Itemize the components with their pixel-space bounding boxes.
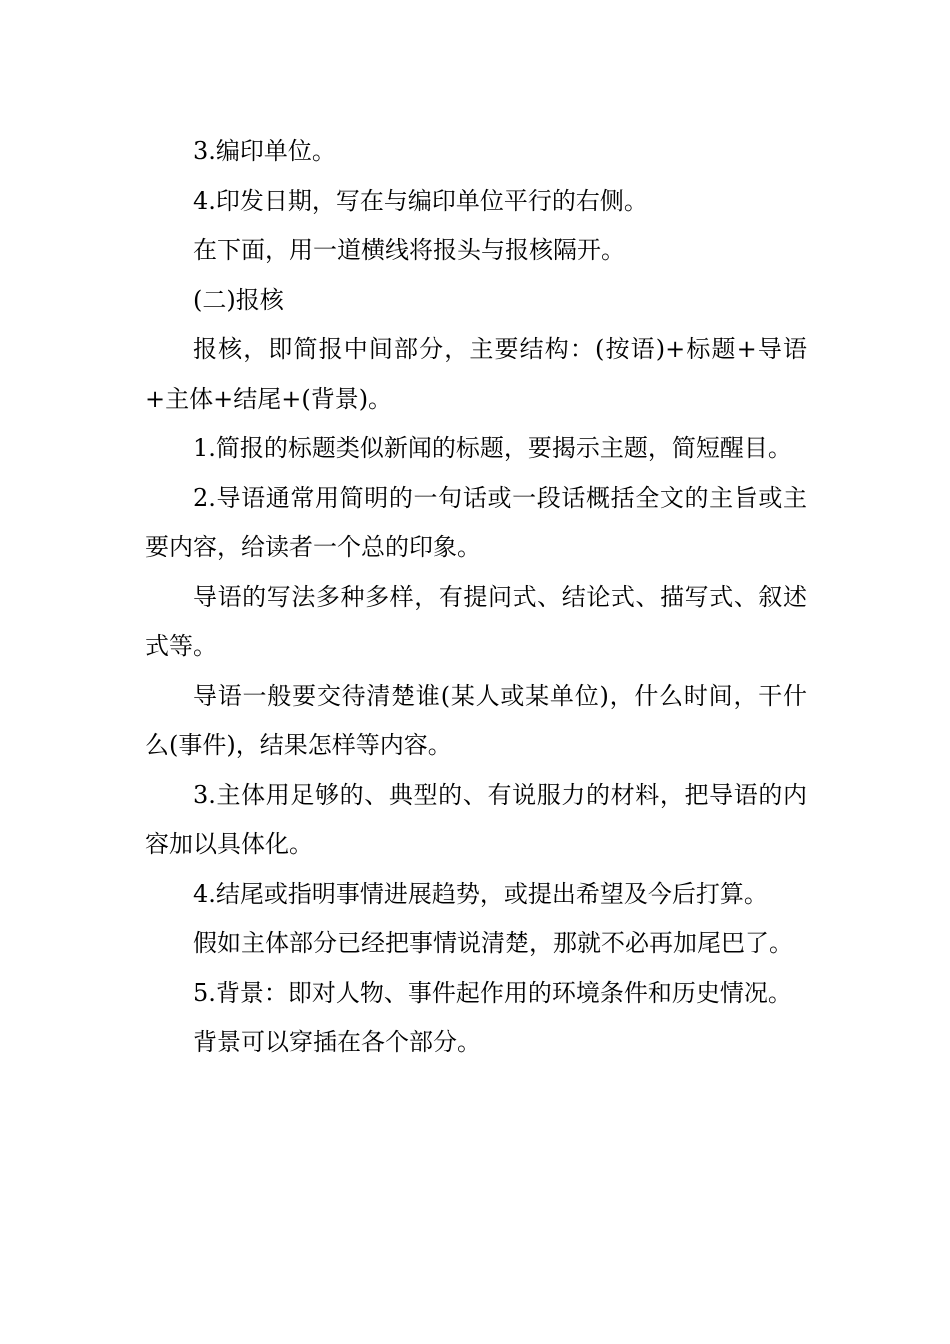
paragraph-lead-styles: 导语的写法多种多样，有提问式、结论式、描写式、叙述式等。: [145, 582, 807, 660]
paragraph-item-4-issue-date: 4.印发日期，写在与编印单位平行的右侧。: [193, 186, 648, 215]
paragraph-item-4-ending: 4.结尾或指明事情进展趋势，或提出希望及今后打算。: [193, 879, 768, 908]
paragraph-item-5-background: 5.背景：即对人物、事件起作用的环境条件和历史情况。: [193, 978, 792, 1007]
paragraph-separator-line-note: 在下面，用一道横线将报头与报核隔开。: [193, 236, 625, 264]
section-heading-bao-he: (二)报核: [193, 285, 284, 314]
paragraph-item-1-title: 1.简报的标题类似新闻的标题，要揭示主题，简短醒目。: [193, 434, 792, 462]
paragraph-bao-he-structure: 报核，即简报中间部分，主要结构：(按语)+标题+导语+主体+结尾+(背景)。: [145, 335, 807, 413]
document-body: [145, 127, 807, 1068]
paragraph-item-3-body: 3.主体用足够的、典型的、有说服力的材料，把导语的内容加以具体化。: [145, 780, 807, 858]
paragraph-ending-note: 假如主体部分已经把事情说清楚，那就不必再加尾巴了。: [193, 929, 793, 957]
paragraph-item-2-lead: 2.导语通常用简明的一句话或一段话概括全文的主旨或主要内容，给读者一个总的印象。: [145, 483, 807, 561]
paragraph-background-note: 背景可以穿插在各个部分。: [193, 1028, 481, 1056]
paragraph-lead-contents: 导语一般要交待清楚谁(某人或某单位)，什么时间，干什么(事件)，结果怎样等内容。: [145, 681, 807, 759]
paragraph-item-3-editing-unit: 3.编印单位。: [193, 137, 336, 165]
